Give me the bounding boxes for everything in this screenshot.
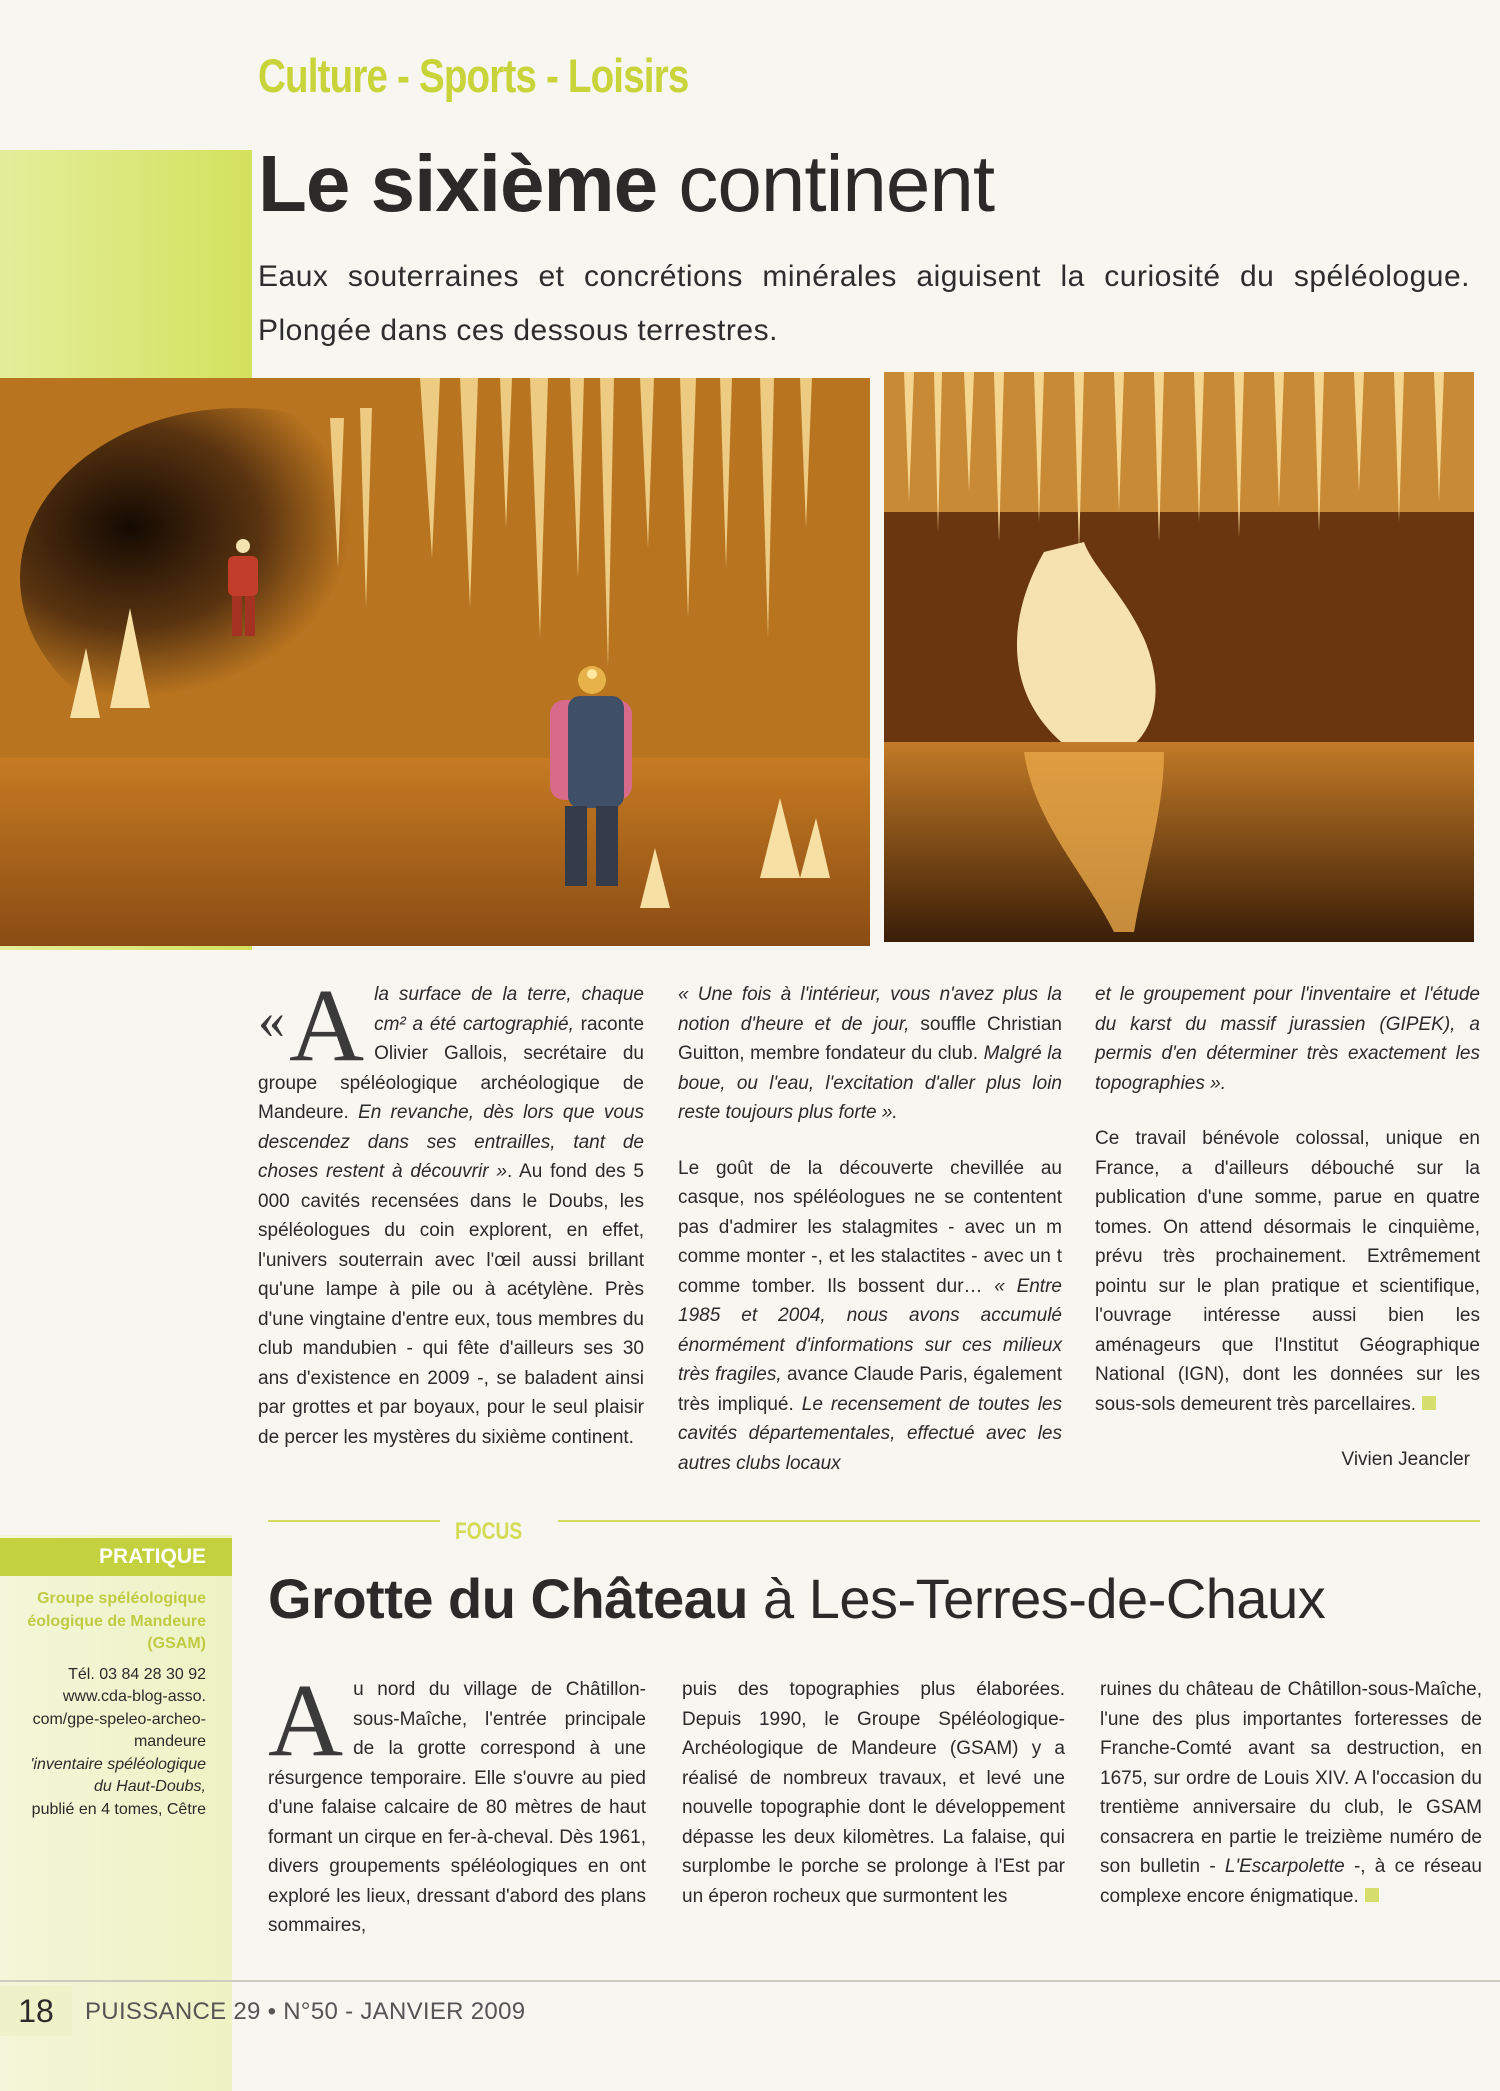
col1-quote-1: la surface de la terre, chaque cm² a été cartographié,	[374, 984, 644, 1035]
col2-text-2: Le goût de la découverte chevillée au casque, nos spéléologues ne se contentent pas d'admirer les stalagmites - avec un m comme monter -, et les stalactites - avec un t comme tomber. Ils bossent dur…	[678, 1157, 1062, 1297]
focus-title-bold: Grotte du Château	[268, 1567, 748, 1630]
pratique-inventory-line2: du Haut-Doubs,	[93, 1778, 206, 1795]
focus-title	[268, 1566, 1325, 1631]
focus-label: FOCUS	[455, 1518, 523, 1545]
focus-end-square-mark	[1365, 1888, 1379, 1902]
headline-bold: Le sixième	[258, 139, 658, 228]
section-heading: Culture - Sports - Loisirs	[258, 49, 689, 102]
pratique-phone: Tél. 03 84 28 30 92	[68, 1665, 206, 1683]
focus-rule-left	[268, 1520, 440, 1522]
page-number: 18	[0, 1986, 72, 2036]
cave-photo-lake	[884, 372, 1474, 942]
focus-col2-text: puis des topographies plus élaborées. Depuis 1990, le Groupe Spéléologique-Archéologique de Mandeure (GSAM) y a réalisé de nombreux travaux, et levé une nouvelle topographie dont le développement dépasse les deux kilomètres. La falaise, qui surplombe le porche se prolonge à l'Est par un éperon rocheux que surmontent les	[682, 1679, 1065, 1907]
pratique-sidebar	[0, 1588, 206, 1821]
pratique-org-line3: (GSAM)	[147, 1635, 206, 1652]
author-signature: Vivien Jeancler	[1341, 1449, 1470, 1470]
col1-text-1: raconte Olivier Gallois, secrétaire du groupe spéléologique archéologique de Mandeure.	[258, 1013, 645, 1123]
cave-photo-lake-illustration	[884, 372, 1474, 942]
pratique-url-line3[interactable]: mandeure	[133, 1733, 206, 1750]
col1-quote-2: En revanche, dès lors que vous descendez dans ses entrailles, tant de choses restent à découvrir »	[258, 1102, 644, 1182]
col2-quote-1: « Une fois à l'intérieur, vous n'avez plus la notion d'heure et de jour,	[678, 984, 1062, 1035]
focus-column-1	[268, 1663, 646, 1941]
pratique-org-line1: Groupe spéléologique	[37, 1590, 206, 1607]
focus-col1-text: u nord du village de Châtillon-sous-Maîche, l'entrée principale de la grotte correspond à une résurgence temporaire. Elle s'ouvre au pied d'une falaise calcaire de 80 mètres de haut formant un cirque en fer-à-cheval. Dès 1961, divers groupements spéléologiques en ont exploré les lieux, dressant d'abord des plans sommaires,	[268, 1679, 646, 1936]
pratique-url-line2[interactable]: com/gpe-speleo-archeo-	[32, 1710, 206, 1728]
col3-paragraph-1	[1095, 980, 1480, 1098]
focus-col3-text: ruines du château de Châtillon-sous-Maîche, l'une des plus importantes forteresses de Franche-Comté avant sa destruction, en 1675, sur ordre de Louis XIV. A l'occasion du trentième anniversaire du club, le GSAM consacrera en partie le treizième numéro de son bulletin -	[1100, 1679, 1482, 1877]
col2-quote-4: Le recensement de toutes les cavités départementales, effectué avec les autres clubs locaux	[678, 1393, 1062, 1474]
article-column-2	[678, 980, 1062, 1478]
focus-column-2	[682, 1675, 1065, 1911]
col2-text-3: avance Claude Paris, également très impliqué.	[678, 1364, 1062, 1415]
pratique-heading: PRATIQUE	[0, 1538, 232, 1576]
col2-paragraph-1	[678, 980, 1062, 1128]
focus-col3-text-2: -, à ce réseau complexe encore énigmatique.	[1100, 1856, 1482, 1907]
pratique-url-line1[interactable]: www.cda-blog-asso.	[62, 1688, 206, 1705]
cave-photo-cavers-illustration	[0, 378, 870, 946]
col1-text-2: . Au fond des 5 000 cavités recensées dans le Doubs, les spéléologues du coin explorent, en effet, l'univers souterrain avec l'œil aussi brillant qu'une lampe à pile ou à acétylène. Près d'une vingtaine d'entre eux, tous membres du club mandubien - qui fête d'ailleurs ses 30 ans d'existence en 2009 -, se baladent ainsi par grottes et par boyaux, pour le seul plaisir de percer les mystères du sixième continent.	[258, 1161, 644, 1448]
article-column-1	[258, 968, 645, 1452]
focus-dropcap: A	[268, 1663, 344, 1778]
opening-quote-mark: «	[258, 990, 285, 1050]
end-square-mark	[1422, 1396, 1436, 1410]
article-column-3	[1095, 980, 1480, 1419]
headline-light: continent	[657, 139, 995, 228]
col2-quote-3: « Entre 1985 et 2004, nous avons accumulé énormément d'informations sur ces milieux très fragiles,	[678, 1275, 1062, 1385]
focus-rule-right	[558, 1520, 1480, 1522]
pratique-inventory-line1: 'inventaire spéléologique	[30, 1755, 206, 1773]
dropcap-letter: A	[289, 968, 365, 1083]
article-headline	[258, 138, 994, 230]
col3-quote-1: et le groupement pour l'inventaire et l'étude du karst du massif jurassien (GIPEK), a permis d'en déterminer très exactement les topographies ».	[1095, 984, 1480, 1094]
col2-paragraph-2	[678, 1154, 1062, 1479]
publication-footer: PUISSANCE 29 • N°50 - JANVIER 2009	[85, 1998, 526, 2025]
col3-paragraph-2	[1095, 1124, 1480, 1419]
footer-rule	[0, 1980, 1500, 1982]
focus-col3-italic: L'Escarpolette	[1224, 1856, 1345, 1877]
standfirst: Eaux souterraines et concrétions minérales aiguisent la curiosité du spéléologue. Plongée dans ces dessous terrestres.	[258, 260, 1470, 347]
col2-text-1: souffle Christian Guitton, membre fondateur du club.	[678, 1013, 1062, 1064]
focus-title-light: à Les-Terres-de-Chaux	[747, 1567, 1326, 1630]
col3-text-1: Ce travail bénévole colossal, unique en France, a d'ailleurs débouché sur la publication d'une somme, parue en quatre tomes. On attend désormais le cinquième, prévu très prochainement. Extrêmement pointu sur le plan pratique et scientifique, l'ouvrage intéresse aussi bien les aménageurs que l'Institut Géographique National (IGN), dont les données sur les sous-sols demeurent très parcellaires.	[1095, 1128, 1480, 1415]
pratique-inventory-line3: publié en 4 tomes, Cêtre	[31, 1800, 206, 1818]
col2-quote-2: Malgré la boue, ou l'eau, l'excitation d'aller plus loin reste toujours plus forte ».	[678, 1043, 1062, 1123]
cave-photo-cavers	[0, 378, 870, 946]
focus-column-3	[1100, 1675, 1482, 1911]
pratique-org-line2: éologique de Mandeure	[27, 1612, 206, 1630]
